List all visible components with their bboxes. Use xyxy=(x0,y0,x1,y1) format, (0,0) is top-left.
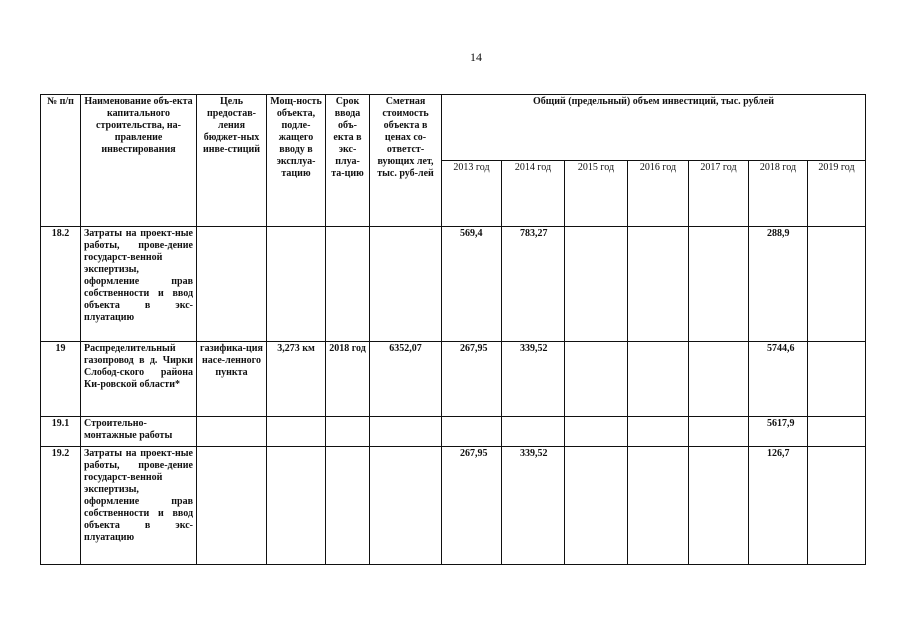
row-value-2014: 339,52 xyxy=(502,342,565,417)
row-number: 19 xyxy=(41,342,81,417)
row-name: Затраты на проект-ные работы, прове-дение государст-венной экспертизы, оформление прав собственности и ввод объекта в экс-плуатацию xyxy=(81,227,197,342)
row-name: Затраты на проект-ные работы, прове-дение государст-венной экспертизы, оформление прав собственности и ввод объекта в экс-плуатацию xyxy=(81,447,197,565)
row-name: Распределительный газопровод в д. Чирки Слобод-ского района Ки-ровской области* xyxy=(81,342,197,417)
row-value-2014 xyxy=(502,417,565,447)
row-value-2018: 126,7 xyxy=(749,447,808,565)
header-name: Наименование объ-екта капитального строительства, на-правление инвестирования xyxy=(81,95,197,227)
header-cost: Сметная стоимость объекта в ценах со-ответст-вующих лет, тыс. руб-лей xyxy=(370,95,442,227)
table-row xyxy=(41,417,866,447)
header-year-2017: 2017 год xyxy=(689,161,749,227)
row-value-2016 xyxy=(628,342,689,417)
header-term: Срок ввода объ-екта в экс-плуа-та-цию xyxy=(326,95,370,227)
table-row xyxy=(41,227,866,342)
header-year-2019: 2019 год xyxy=(808,161,866,227)
row-value-2019 xyxy=(808,342,866,417)
header-year-2015: 2015 год xyxy=(565,161,628,227)
header-row-1 xyxy=(41,95,866,161)
row-number: 18.2 xyxy=(41,227,81,342)
table-row xyxy=(41,447,866,565)
row-value-2013 xyxy=(442,417,502,447)
header-capacity: Мощ-ность объекта, подле-жащего вводу в эксплуа-тацию xyxy=(267,95,326,227)
row-purpose xyxy=(197,447,267,565)
row-purpose: газифика-ция насе-ленного пункта xyxy=(197,342,267,417)
row-value-2016 xyxy=(628,227,689,342)
row-value-2019 xyxy=(808,447,866,565)
row-value-2015 xyxy=(565,447,628,565)
row-number: 19.1 xyxy=(41,417,81,447)
header-year-2018: 2018 год xyxy=(749,161,808,227)
row-value-2017 xyxy=(689,417,749,447)
row-value-2015 xyxy=(565,417,628,447)
row-capacity xyxy=(267,417,326,447)
row-term: 2018 год xyxy=(326,342,370,417)
row-value-2015 xyxy=(565,227,628,342)
row-value-2014: 339,52 xyxy=(502,447,565,565)
row-capacity: 3,273 км xyxy=(267,342,326,417)
row-capacity xyxy=(267,447,326,565)
header-year-2016: 2016 год xyxy=(628,161,689,227)
table-row xyxy=(41,342,866,417)
header-purpose: Цель предостав-ления бюджет-ных инве-стиций xyxy=(197,95,267,227)
row-value-2018: 5744,6 xyxy=(749,342,808,417)
row-value-2018: 288,9 xyxy=(749,227,808,342)
row-value-2015 xyxy=(565,342,628,417)
row-value-2018: 5617,9 xyxy=(749,417,808,447)
row-value-2013: 267,95 xyxy=(442,447,502,565)
row-value-2017 xyxy=(689,342,749,417)
row-cost xyxy=(370,227,442,342)
row-term xyxy=(326,227,370,342)
investment-table xyxy=(40,94,866,565)
header-total-investment: Общий (предельный) объем инвестиций, тыс. рублей xyxy=(442,95,866,161)
header-year-2013: 2013 год xyxy=(442,161,502,227)
row-value-2017 xyxy=(689,227,749,342)
row-value-2016 xyxy=(628,447,689,565)
row-number: 19.2 xyxy=(41,447,81,565)
header-no: № п/п xyxy=(41,95,81,227)
row-value-2013: 569,4 xyxy=(442,227,502,342)
row-purpose xyxy=(197,417,267,447)
row-value-2014: 783,27 xyxy=(502,227,565,342)
row-value-2019 xyxy=(808,417,866,447)
row-term xyxy=(326,447,370,565)
row-term xyxy=(326,417,370,447)
row-cost: 6352,07 xyxy=(370,342,442,417)
row-purpose xyxy=(197,227,267,342)
row-value-2019 xyxy=(808,227,866,342)
investment-table-container xyxy=(40,94,866,565)
page-number: 14 xyxy=(470,50,482,64)
row-name: Строительно-монтажные работы xyxy=(81,417,197,447)
row-cost xyxy=(370,447,442,565)
row-value-2016 xyxy=(628,417,689,447)
header-year-2014: 2014 год xyxy=(502,161,565,227)
row-value-2017 xyxy=(689,447,749,565)
row-cost xyxy=(370,417,442,447)
row-value-2013: 267,95 xyxy=(442,342,502,417)
row-capacity xyxy=(267,227,326,342)
